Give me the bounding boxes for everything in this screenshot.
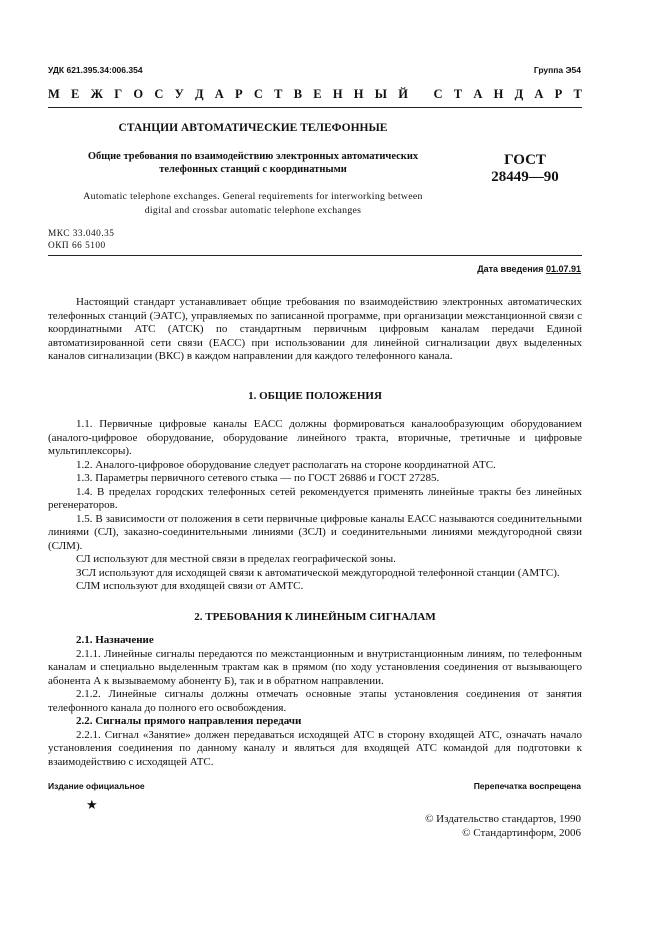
banner-letter: С	[433, 87, 443, 101]
paragraph-1-2: 1.2. Аналого-цифровое оборудование следует располагать на стороне координатной АТС.	[76, 458, 496, 471]
okp-code: ОКП 66 5100	[48, 241, 106, 251]
paragraph-1-4: 1.4. В пределах городских телефонных сетей рекомендуется применять линейные тракты без линейных регенераторов.	[48, 485, 582, 511]
section-2	[48, 611, 582, 625]
gost-label: ГОСТ	[504, 152, 546, 168]
document-subtitle	[48, 150, 458, 176]
banner-letter: Й	[398, 87, 408, 101]
subtitle-line-2: телефонных станций с координатными	[159, 164, 347, 175]
banner-letter: Р	[554, 87, 563, 101]
banner-letter: Н	[353, 87, 364, 101]
section-2-heading: 2. ТРЕБОВАНИЯ К ЛИНЕЙНЫМ СИГНАЛАМ	[194, 611, 436, 623]
banner-letter: Р	[235, 87, 243, 101]
subsection-2-2-heading: 2.2. Сигналы прямого направления передачи	[76, 715, 302, 727]
introduction-date-label: Дата введения	[477, 264, 544, 274]
section-1-heading: 1. ОБЩИЕ ПОЛОЖЕНИЯ	[248, 390, 382, 402]
banner-letter: А	[534, 87, 544, 101]
paragraph-slm: СЛМ используют для входящей связи от АМТС.	[76, 580, 304, 592]
top-rule	[48, 107, 582, 108]
intro-paragraph: Настоящий стандарт устанавливает общие требования по взаимодействию электронных автоматических телефонных станций (ЭАТС), управляемых по записанной программе, при организации межстанционной связи с координатными АТС (АТСК) по стандартным первичным цифровым каналам передачи Единой автоматизированной сети связи (ЕАСС) при использовании для линейной сигнализации двух выделенных каналов сигнализации (ВКС) в каждом направлении для каждого телефонного канала.	[48, 296, 582, 362]
copyright-line-1: © Издательство стандартов, 1990	[425, 813, 581, 825]
section-1-body	[48, 418, 582, 594]
document-title: СТАНЦИИ АВТОМАТИЧЕСКИЕ ТЕЛЕФОННЫЕ	[118, 122, 388, 134]
interstate-standard-banner	[48, 87, 582, 102]
classification-codes	[48, 228, 114, 252]
official-edition-label: Издание официальное	[48, 781, 145, 791]
english-title	[48, 190, 458, 218]
paragraph-sl: СЛ используют для местной связи в пределах географической зоны.	[76, 553, 396, 565]
section-2-body	[48, 634, 582, 769]
paragraph-1-1: 1.1. Первичные цифровые каналы ЕАСС должны формироваться каналообразующим оборудованием (аналого-цифровое оборудование, оборудование линейного тракта, вторичные, третичные и цифровые мультиплексоры).	[48, 418, 582, 457]
copyright-line-2: © Стандартинформ, 2006	[462, 826, 581, 839]
paragraph-2-1-2: 2.1.2. Линейные сигналы должны отмечать основные этапы установления соединения от занятия телефонного канала до полного его освобождения.	[48, 688, 582, 714]
banner-letter: Ж	[90, 87, 103, 101]
subtitle-line-1: Общие требования по взаимодействию электронных автоматических	[87, 151, 419, 162]
introduction-date	[477, 264, 581, 274]
udk-code: УДК 621.395.34:006.354	[48, 65, 143, 75]
banner-letter	[419, 87, 422, 102]
banner-letter: Т	[573, 87, 582, 101]
date-rule	[48, 255, 582, 256]
english-title-line-1: Automatic telephone exchanges. General requirements for interworking between	[83, 191, 423, 202]
gost-number	[470, 152, 580, 186]
banner-letter: А	[214, 87, 224, 101]
banner-letter: Д	[194, 87, 204, 101]
copyright-block	[425, 813, 581, 840]
banner-letter: А	[473, 87, 483, 101]
mks-code: МКС 33.040.35	[48, 229, 115, 239]
paragraph-zsl: ЗСЛ используют для исходящей связи к автоматической междугородной телефонной станции (АМТС).	[76, 566, 560, 579]
reprint-prohibited-label: Перепечатка воспрещена	[473, 781, 581, 791]
paragraph-2-1-1: 2.1.1. Линейные сигналы передаются по межстанционным и внутристанционным линиям, по телефонным каналам и специально выделенным трактам как в прямом (по ходу установления соединения от вызывающего абонента А к вызываемому абоненту Б), так и в обратном направлении.	[48, 647, 582, 687]
banner-letter: Н	[332, 87, 343, 101]
star-icon: ★	[86, 797, 98, 812]
banner-letter: Г	[114, 87, 123, 101]
intro-section	[48, 296, 582, 364]
banner-letter: С	[154, 87, 164, 101]
banner-letter: Е	[313, 87, 322, 101]
banner-letter: Е	[71, 87, 80, 101]
banner-letter: Т	[453, 87, 463, 101]
section-1	[48, 390, 582, 404]
paragraph-1-5: 1.5. В зависимости от положения в сети первичные цифровые каналы ЕАСС называются соединительными линиями (СЛ), заказно-соединительными линиями (ЗСЛ) и соединительными линиями междугородной связи (СЛМ).	[48, 512, 582, 552]
paragraph-1-3: 1.3. Параметры первичного сетевого стыка — по ГОСТ 26886 и ГОСТ 27285.	[76, 472, 440, 484]
gost-code: 28449—90	[491, 169, 559, 185]
banner-letter: Т	[274, 87, 283, 101]
paragraph-2-2-1: 2.2.1. Сигнал «Занятие» должен передаваться исходящей АТС в сторону входящей АТС, означать начало установления соединения по данному каналу и являться для входящей АТС командой для подготовки к взаимодействию с исходящей АТС.	[48, 728, 582, 768]
banner-letter: Ы	[374, 87, 388, 101]
english-title-line-2: digital and crossbar automatic telephone exchanges	[144, 205, 362, 216]
introduction-date-value: 01.07.91	[545, 264, 581, 274]
group-code: Группа Э54	[533, 65, 581, 75]
banner-letter: М	[48, 87, 60, 101]
banner-letter: Д	[514, 87, 524, 101]
banner-letter: У	[174, 87, 184, 101]
banner-letter: С	[253, 87, 263, 101]
banner-letter: В	[293, 87, 303, 101]
banner-letter: Н	[493, 87, 504, 101]
banner-letter: О	[133, 87, 144, 101]
subsection-2-1-heading: 2.1. Назначение	[76, 634, 154, 646]
